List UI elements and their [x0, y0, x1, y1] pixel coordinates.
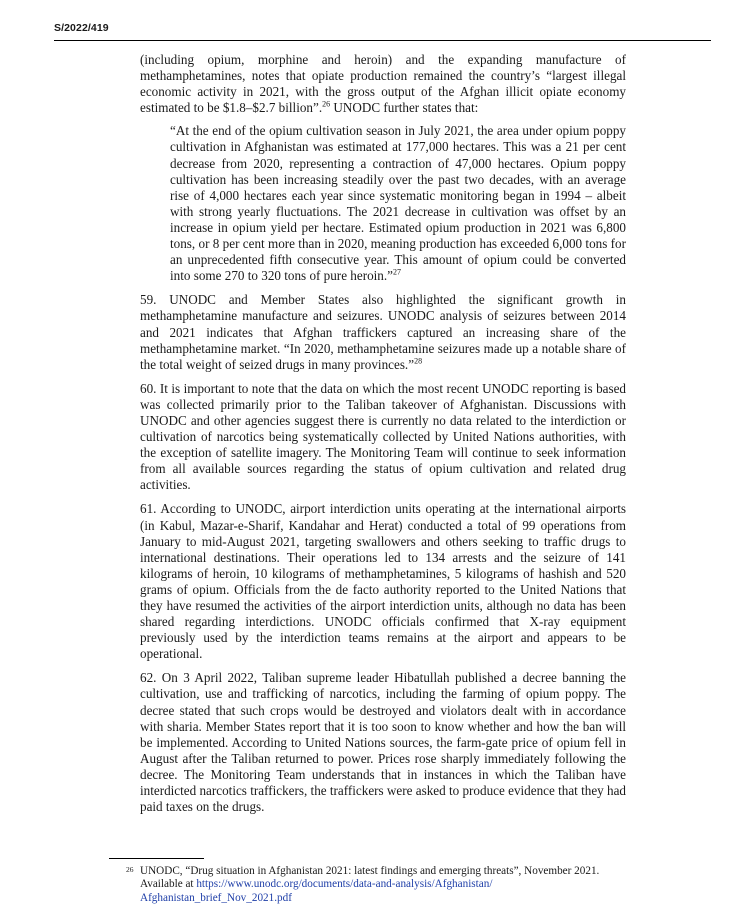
- footnote-text: UNODC, “Drug situation in Afghanistan 2021: latest findings and emerging threats”, November 2021. Available at: [140, 865, 600, 891]
- paragraph-intro-tail: UNODC further states that:: [330, 100, 479, 116]
- header-rule: [54, 40, 711, 41]
- paragraph-intro-text: (including opium, morphine and heroin) and the expanding manufacture of methamphetamines, notes that opiate production remained the country’s “largest illegal economic activity in 2021, with the gross output of the Afghan illicit opiate economy estimated to be $1.8–$2.7 billion”.: [140, 52, 626, 116]
- paragraph-62: 62. On 3 April 2022, Taliban supreme leader Hibatullah published a decree banning the cultivation, use and trafficking of narcotics, including the farming of opium poppy. The decree stated that such crops would be destroyed and violators dealt with in accordance with sharia. Member States report that it is too soon to know whether and how the ban will be implemented. According to United Nations sources, the farm-gate price of opium fell in August after the Taliban returned to power. Prices rose sharply immediately following the decree. The Monitoring Team understands that in instances in which the Taliban have interdicted narcotics traffickers, the traffickers were asked to produce evidence that they had paid taxes on the drugs.: [140, 670, 626, 815]
- paragraph-intro: [140, 52, 626, 116]
- footnote-26: [126, 865, 626, 905]
- document-symbol: S/2022/419: [54, 22, 109, 34]
- footnote-ref-27[interactable]: 27: [393, 267, 401, 277]
- footnote-marker: 26: [126, 865, 134, 874]
- footnote-link[interactable]: https://www.unodc.org/documents/data-and-analysis/Afghanistan/ Afghanistan_brief_Nov_2021.pdf: [140, 878, 493, 904]
- paragraph-59-text: 59. UNODC and Member States also highlighted the significant growth in methamphetamine manufacture and seizures. UNODC analysis of seizures between 2014 and 2021 indicates that Afghan traffickers captured an increasing share of the methamphetamine market. “In 2020, methamphetamine seizures made up a notable share of the total weight of seized drugs in many provinces.”: [140, 292, 626, 372]
- block-quote-text: “At the end of the opium cultivation season in July 2021, the area under opium poppy cultivation in Afghanistan was estimated at 177,000 hectares. This was a 21 per cent decrease from 2020, representing a contraction of 47,000 hectares. Opium poppy cultivation has been increasing steadily over the past two decades, with an average rise of 4,000 hectares each year since systematic monitoring began in 1994 – albeit with strong yearly fluctuations. The 2021 decrease in cultivation was offset by an increase in opium yield per hectare. Estimated opium production in 2021 was 6,800 tons, or 8 per cent more than in 2020, meaning production has exceeded 6,000 tons for an unprecedented fifth consecutive year. This amount of opium could be converted into some 270 to 320 tons of pure heroin.”: [170, 123, 626, 284]
- paragraph-60: 60. It is important to note that the data on which the most recent UNODC reporting is based was collected primarily prior to the Taliban takeover of Afghanistan. Discussions with UNODC and other agencies suggest there is currently no data related to the interdiction or cultivation of narcotics being systematically collected by United Nations authorities, with the exception of satellite imagery. The Monitoring Team will continue to seek information from all available sources regarding the status of opium cultivation and related drug activities.: [140, 380, 626, 493]
- footnote-ref-28[interactable]: 28: [414, 356, 423, 366]
- paragraph-59: [140, 292, 626, 372]
- footnote-ref-26[interactable]: 26: [322, 99, 331, 109]
- body-text: [140, 52, 626, 815]
- paragraph-61: 61. According to UNODC, airport interdiction units operating at the international airports (in Kabul, Mazar-e-Sharif, Kandahar and Herat) conducted a total of 99 operations from January to mid-August 2021, targeting swallowers and others seeking to traffic drugs to international destinations. Their operations led to 134 arrests and the seizure of 141 kilograms of heroin, 10 kilograms of methamphetamines, 5 kilograms of hashish and 520 grams of opium. Officials from the de facto authority reported to the United Nations that they have resumed the activities of the airport interdiction units, although no data has been shared regarding interdictions. UNODC officials confirmed that X-ray equipment previously used by the interdiction teams remains at the airport and appears to be operational.: [140, 501, 626, 662]
- footnote-rule: [109, 858, 204, 859]
- block-quote: [170, 123, 626, 284]
